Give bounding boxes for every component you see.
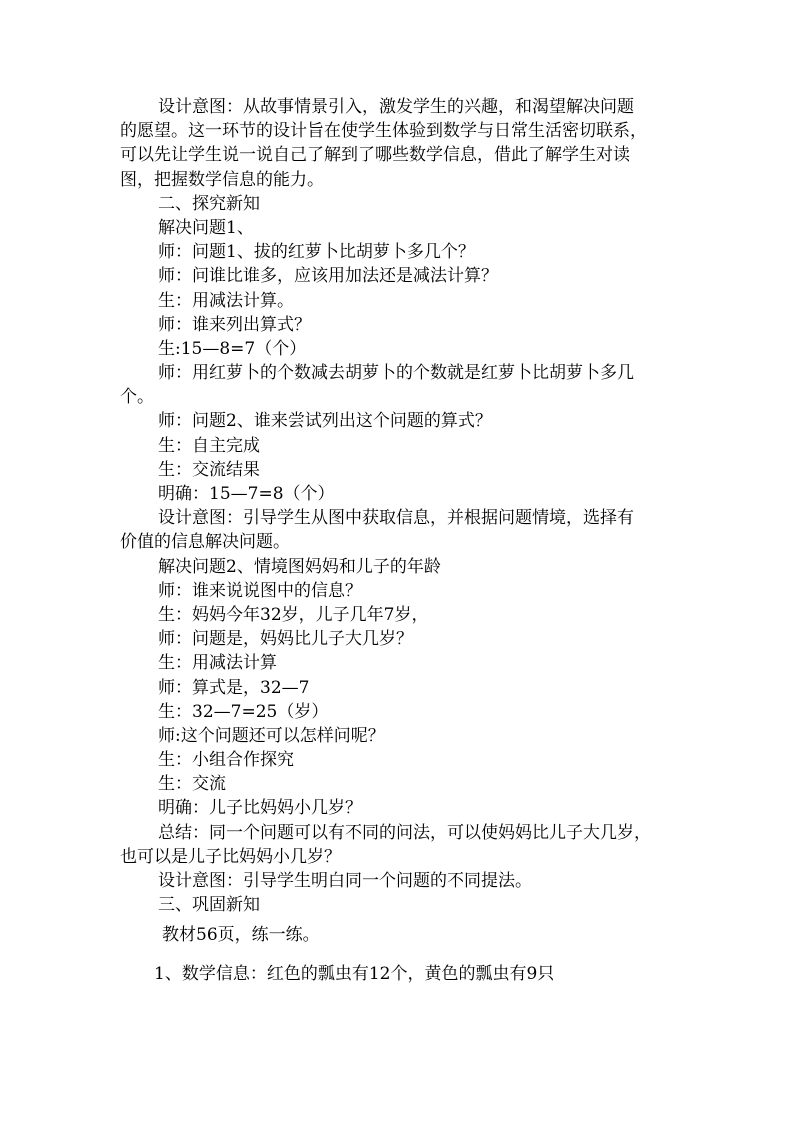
dialogue-line: 师：问题1、拔的红萝卜比胡萝卜多几个？ [158,242,475,263]
dialogue-line: 师：问题是，妈妈比儿子大几岁？ [158,629,413,650]
dialogue-line: 生：小组合作探究 [158,750,294,771]
section-heading-consolidate: 三、巩固新知 [158,895,260,916]
dialogue-line: 生：交流 [158,774,226,795]
dialogue-line: 师：问题2、谁来尝试列出这个问题的算式？ [158,411,492,432]
dialogue-line: 师:这个问题还可以怎样问呢？ [158,725,385,746]
dialogue-line: 生：自主完成 [158,435,260,456]
paragraph-design-intent-2: 设计意图：引导学生从图中获取信息，并根据问题情境，选择有 [158,508,634,529]
summary-line: 总结：同一个问题可以有不同的问法，可以使妈妈比儿子大几岁， [158,822,651,843]
dialogue-line: 生：32—7=25（岁） [158,701,329,722]
problem-heading-1: 解决问题1、 [158,217,254,238]
dialogue-line: 师：算式是，32—7 [158,677,310,698]
exercise-line: 1、数学信息：红色的瓢虫有12个，黄色的瓢虫有9只 [154,963,555,984]
dialogue-line: 生：用减法计算。 [158,290,294,311]
dialogue-line: 师：问谁比谁多，应该用加法还是减法计算？ [158,266,498,287]
dialogue-line: 生：交流结果 [158,459,260,480]
dialogue-line: 生:15—8=7（个） [158,338,307,359]
problem-heading-2: 解决问题2、情境图妈妈和儿子的年龄 [158,556,441,577]
dialogue-line: 生：用减法计算 [158,653,277,674]
paragraph-line: 图，把握数学信息的能力。 [120,169,324,190]
dialogue-line-continued: 个。 [120,387,154,408]
paragraph-design-intent-1: 设计意图：从故事情景引入，激发学生的兴趣，和渴望解决问题 [158,97,634,117]
textbook-reference: 教材56页，练一练。 [162,925,320,946]
dialogue-line: 师：用红萝卜的个数减去胡萝卜的个数就是红萝卜比胡萝卜多几 [158,363,634,384]
dialogue-line: 师：谁来说说图中的信息？ [158,580,362,601]
document-body [120,95,690,986]
conclusion-line: 明确：儿子比妈妈小几岁？ [158,798,362,819]
dialogue-line: 师：谁来列出算式？ [158,314,311,335]
conclusion-line: 明确：15—7=8（个） [158,484,335,504]
dialogue-line: 生：妈妈今年32岁，儿子几年7岁， [158,604,429,625]
paragraph-design-intent-3: 设计意图：引导学生明白同一个问题的不同提法。 [158,871,532,891]
paragraph-line: 的愿望。这一环节的设计旨在使学生体验到数学与日常生活密切联系， [120,121,647,142]
paragraph-line: 可以先让学生说一说自己了解到了哪些数学信息，借此了解学生对读 [120,145,630,166]
summary-line-continued: 也可以是儿子比妈妈小几岁？ [120,846,341,867]
section-heading-explore: 二、探究新知 [158,193,260,214]
paragraph-line: 价值的信息解决问题。 [120,532,290,553]
